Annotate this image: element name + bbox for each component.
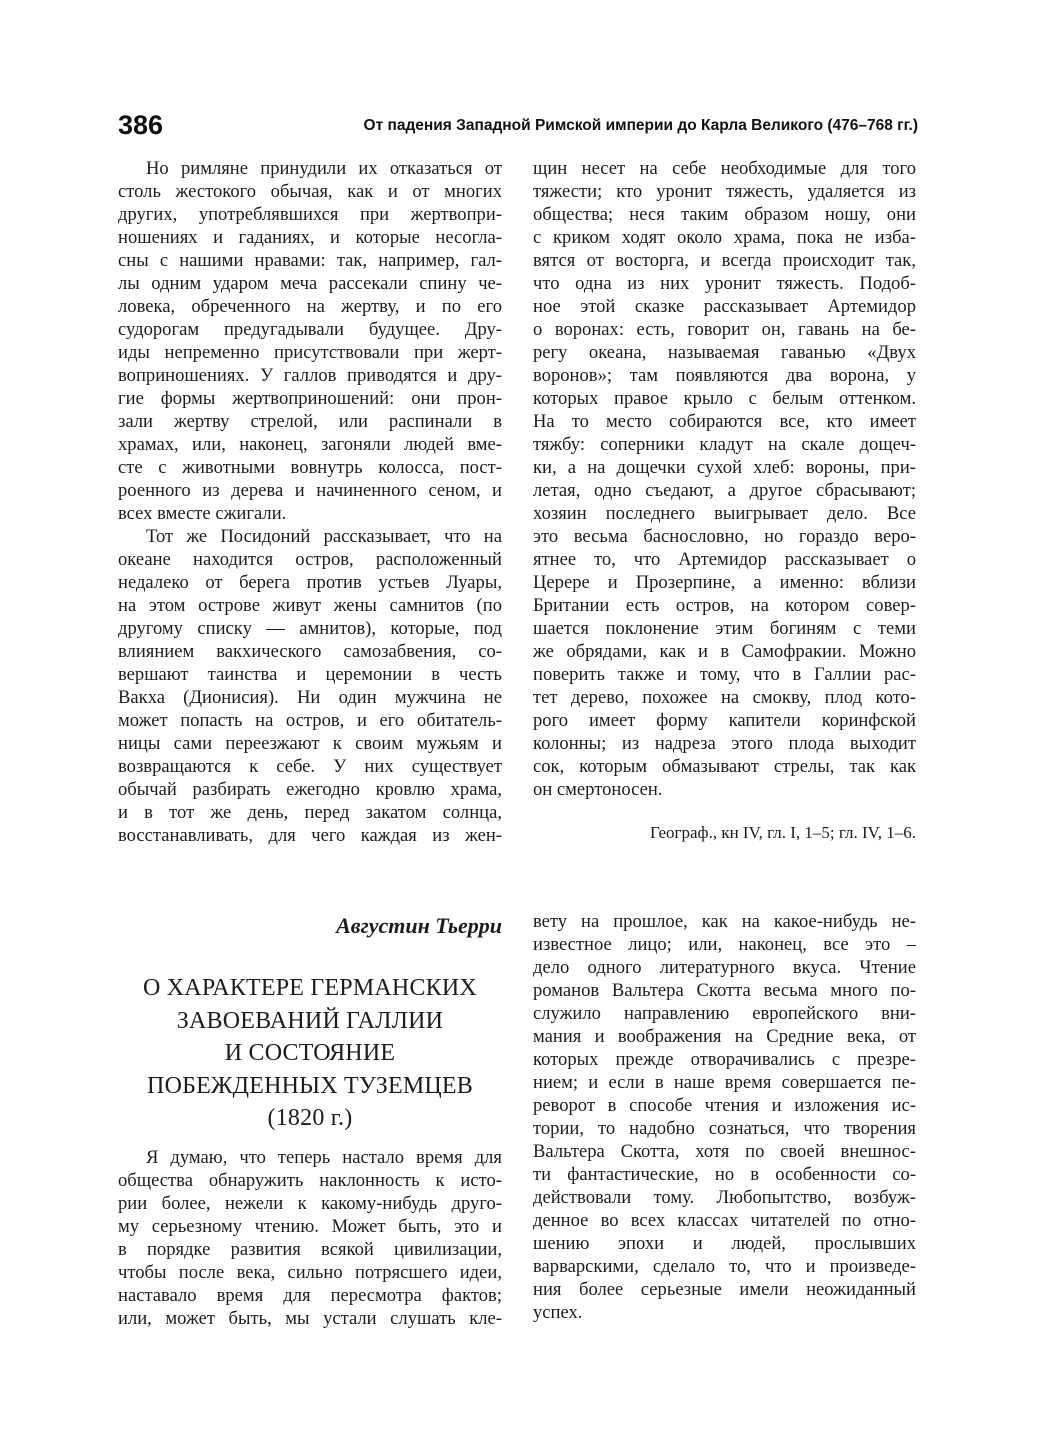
text-line: ное этой сказке рассказывает Артемидор <box>533 296 916 317</box>
title-line: О ХАРАКТЕРЕ ГЕРМАНСКИХ <box>143 975 477 1001</box>
text-line: денное во всех классах читателей по отно- <box>533 1210 916 1231</box>
text-line: общества обнаружить наклонность к исто- <box>118 1170 502 1191</box>
text-line: сок, которым обмазывают стрелы, так как <box>533 756 916 777</box>
text-line: успех. <box>533 1302 583 1323</box>
text-line: влиянием вакхического самозабвения, со- <box>118 641 502 662</box>
text-line: летая, одно съедают, а другое сбрасывают; <box>533 480 916 501</box>
text-line: На то место собираются все, кто имеет <box>533 411 916 432</box>
text-line: другому списку — амнитов), которые, под <box>118 618 502 639</box>
text-line: ношениях и гаданиях, и которые несогла- <box>118 227 502 248</box>
title-year: (1820 г.) <box>267 1105 353 1131</box>
running-title: От падения Западной Римской империи до Карла Великого (476–768 гг.) <box>363 117 918 134</box>
text-line: ятнее то, что Артемидор рассказывает о <box>533 549 916 570</box>
text-line: что одна из них уронит тяжесть. Подоб- <box>533 273 916 294</box>
text-line: океане находится остров, расположенный <box>118 549 502 570</box>
text-line: храмах, или, наконец, загоняли людей вме- <box>118 434 502 455</box>
title-line: И СОСТОЯНИЕ <box>224 1040 396 1066</box>
page-header <box>118 110 918 144</box>
author-name: Августин Тьерри <box>336 913 502 938</box>
text-line: может попасть на остров, и его обитатель- <box>118 710 502 731</box>
text-line: тории, то надобно сознаться, что творения <box>533 1118 916 1139</box>
text-line: тяжбу: соперники кладут на скале дощеч- <box>533 434 916 455</box>
text-line: реворот в способе чтения и изложения ис- <box>533 1095 916 1116</box>
text-line: роенного из дерева и начиненного сеном, и <box>118 480 502 501</box>
text-line: сте с животными вовнутрь колосса, пост- <box>118 457 502 478</box>
text-line: с криком ходят около храма, пока не изба- <box>533 227 916 248</box>
text-line: в порядке развития всякой цивилизации, <box>118 1239 502 1260</box>
text-line: варварскими, сделало то, что и произведе- <box>533 1256 916 1277</box>
text-line: он смертоносен. <box>533 779 663 800</box>
text-line: столь жестокого обычая, как и от многих <box>118 181 502 202</box>
text-line: рии более, нежели к какому-нибудь друго- <box>118 1193 502 1214</box>
text-line: которых правое крыло с белым оттенком. <box>533 388 916 409</box>
text-line: щин несет на себе необходимые для того <box>533 158 916 179</box>
text-line: хозяин последнего выигрывает дело. Все <box>533 503 916 524</box>
text-line: зали жертву стрелой, или распинали в <box>118 411 502 432</box>
text-line: гие формы жертвоприношений: они прон- <box>118 388 502 409</box>
text-line: ки, а на дощечки сухой хлеб: вороны, при- <box>533 457 916 478</box>
page-number: 386 <box>118 110 164 140</box>
text-line: поверить также и тому, что в Галлии рас- <box>533 664 916 685</box>
text-line: о воронах: есть, говорит он, гавань на бе- <box>533 319 916 340</box>
text-line: Британии есть остров, на котором совер- <box>533 595 916 616</box>
text-line: других, употреблявшихся при жертвопри- <box>118 204 502 225</box>
section1-right-column <box>533 157 916 801</box>
text-line: сны с нашими нравами: так, например, гал- <box>118 250 502 271</box>
text-line: наставало время для пересмотра фактов; <box>118 1285 502 1306</box>
text-line: романов Вальтера Скотта весьма много по- <box>533 980 916 1001</box>
text-line: судорогам предугадывали будущее. Дру- <box>118 319 502 340</box>
text-line: рого имеет форму капители коринфской <box>533 710 916 731</box>
text-line: тет дерево, похожее на смокву, плод кото- <box>533 687 916 708</box>
text-line: Я думаю, что теперь настало время для <box>146 1147 502 1168</box>
text-line: вету на прошлое, как на какое-нибудь не- <box>533 911 916 932</box>
text-line: чтобы после века, сильно потрясшего идеи, <box>118 1262 502 1283</box>
text-line: и в тот же день, перед закатом солнца, <box>118 802 502 823</box>
text-line: воприношениях. У галлов приводятся и дру- <box>118 365 502 386</box>
text-line: Но римляне принудили их отказаться от <box>146 158 502 179</box>
text-line: которых прежде отворачивались с презре- <box>533 1049 916 1070</box>
text-line: действовали тому. Любопытство, возбуж- <box>533 1187 916 1208</box>
text-line: служило направлению европейского вни- <box>533 1003 916 1024</box>
text-line: иды непременно присутствовали при жерт- <box>118 342 502 363</box>
text-line: восстанавливать, для чего каждая из жен- <box>118 825 502 846</box>
text-line: дело одного литературного вкуса. Чтение <box>533 957 916 978</box>
text-line: лы одним ударом меча рассекали спину че- <box>118 273 502 294</box>
text-line: ницы сами переезжают к своим мужьям и <box>118 733 502 754</box>
text-line: обычай разбирать ежегодно кровлю храма, <box>118 779 502 800</box>
title-line: ПОБЕЖДЕННЫХ ТУЗЕМЦЕВ <box>147 1072 473 1099</box>
text-line: шению эпохи и людей, прослывших <box>533 1233 916 1254</box>
section1-left-column <box>118 157 502 847</box>
text-line: вятся от восторга, и всегда происходит так, <box>533 250 916 271</box>
text-line: недалеко от берега против устьев Луары, <box>118 572 502 593</box>
text-line: Церере и Прозерпине, а именно: вблизи <box>533 572 916 593</box>
section2-right-column <box>533 910 916 1324</box>
text-line: му серьезному чтению. Может быть, это и <box>118 1216 502 1237</box>
text-line: это весьма баснословно, но гораздо веро- <box>533 526 916 547</box>
text-line: регу океана, называемая гаванью «Двух <box>533 342 916 363</box>
text-line: нием; и если в наше время совершается пе- <box>533 1072 916 1093</box>
text-line: или, может быть, мы устали слушать кле- <box>118 1308 502 1329</box>
text-line: Тот же Посидоний рассказывает, что на <box>146 526 502 547</box>
text-line: колонны; из надреза этого плода выходит <box>533 733 916 754</box>
section2-left-column <box>118 1146 502 1330</box>
text-line: мания и воображения на Средние века, от <box>533 1026 916 1047</box>
text-line: ти фантастические, но в особенности со- <box>533 1164 916 1185</box>
text-line: на этом острове живут жены самнитов (по <box>118 595 502 616</box>
text-line: ловека, обреченного на жертву, и по его <box>118 296 502 317</box>
source-citation: Географ., кн IV, гл. I, 1–5; гл. IV, 1–6. <box>649 823 916 842</box>
article-title <box>118 972 502 1135</box>
text-line: вершают таинства и церемонии в честь <box>118 664 502 685</box>
text-line: воронов»; там появляются два ворона, у <box>533 365 916 386</box>
title-line: ЗАВОЕВАНИЙ ГАЛЛИИ <box>176 1007 444 1034</box>
text-line: Вальтера Скотта, хотя по своей внешнос- <box>533 1141 916 1162</box>
text-line: общества; неся таким образом ношу, они <box>533 204 916 225</box>
text-line: ния более серьезные имели неожиданный <box>533 1279 916 1300</box>
text-line: же обрядами, как и в Самофракии. Можно <box>533 641 916 662</box>
text-line: шается поклонение этим богиням с теми <box>533 618 916 639</box>
text-line: Вакха (Дионисия). Ни один мужчина не <box>118 687 502 708</box>
text-line: всех вместе сжигали. <box>118 503 287 524</box>
text-line: известное лицо; или, наконец, все это – <box>533 934 916 955</box>
text-line: возвращаются к себе. У них существует <box>118 756 502 777</box>
text-line: тяжести; кто уронит тяжесть, удаляется из <box>533 181 916 202</box>
